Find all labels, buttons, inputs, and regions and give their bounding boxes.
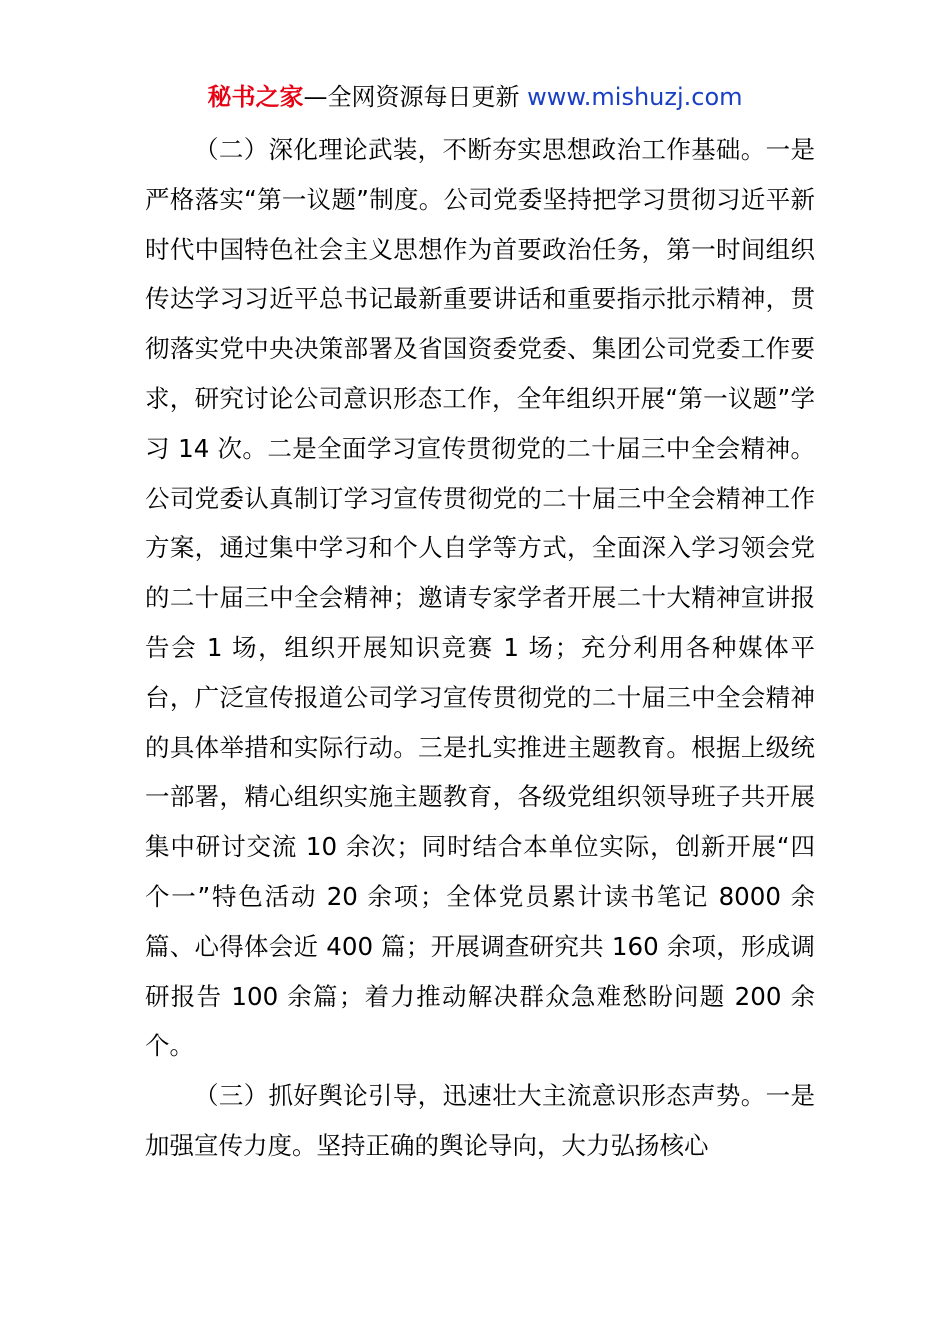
paragraph-section-two: （二）深化理论武装，不断夯实思想政治工作基础。一是严格落实“第一议题”制度。公司党委坚持把学习贯彻习近平新时代中国特色社会主义思想作为首要政治任务，第一时间组织传达学习习近平总书记最新重要讲话和重要指示批示精神，贯彻落实党中央决策部署及省国资委党委、集团公司党委工作要求，研究讨论公司意识形态工作，全年组织开展“第一议题”学习 14 次。二是全面学习宣传贯彻党的二十届三中全会精神。公司党委认真制订学习宣传贯彻党的二十届三中全会精神工作方案，通过集中学习和个人自学等方式，全面深入学习领会党的二十届三中全会精神；邀请专家学者开展二十大精神宣讲报告会 1 场，组织开展知识竞赛 1 场；充分利用各种媒体平台，广泛宣传报道公司学习宣传贯彻党的二十届三中全会精神的具体举措和实际行动。三是扎实推进主题教育。根据上级统一部署，精心组织实施主题教育，各级党组织领导班子共开展集中研讨交流 10 余次；同时结合本单位实际，创新开展“四个一”特色活动 20 余项；全体党员累计读书笔记 8000 余篇、心得体会近 400 篇；开展调查研究共 160 余项，形成调研报告 100 余篇；着力推动解决群众急难愁盼问题 200 余个。: [145, 135, 815, 1061]
paragraph-section-three: （三）抓好舆论引导，迅速壮大主流意识形态声势。一是加强宣传力度。坚持正确的舆论导向，大力弘扬核心: [145, 1081, 815, 1160]
site-watermark-header: [0, 80, 950, 114]
site-tagline: —全网资源每日更新: [303, 83, 528, 111]
site-url-link[interactable]: www.mishuzj.com: [527, 83, 743, 111]
document-body: [145, 125, 815, 1171]
site-brand-name: 秘书之家: [207, 83, 304, 111]
